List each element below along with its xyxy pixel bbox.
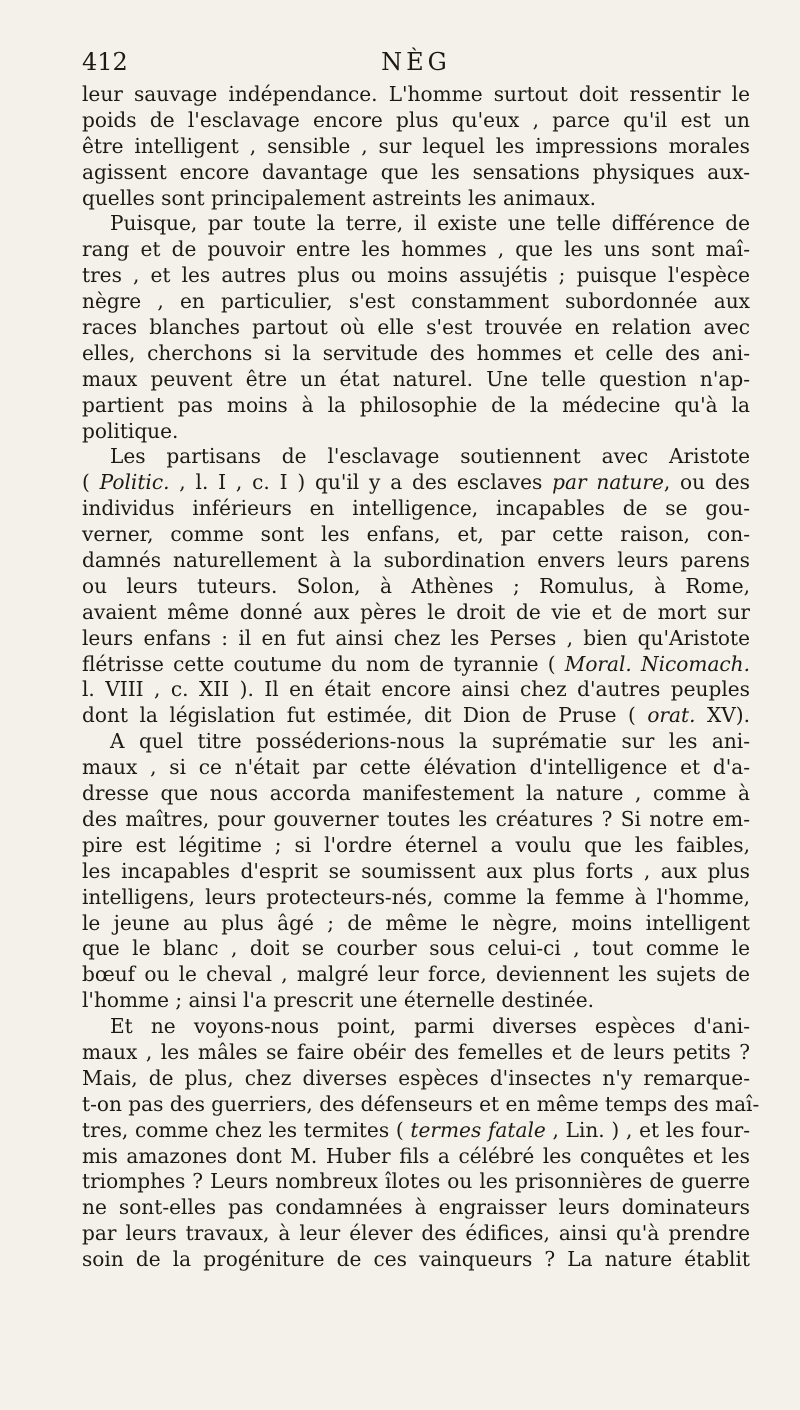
body-text bbox=[82, 82, 760, 1273]
text-line: dont la législation fut estimée, dit Dion de Pruse ( orat. XV). bbox=[82, 703, 750, 728]
text-line: ou leurs tuteurs. Solon, à Athènes ; Romulus, à Rome, bbox=[82, 573, 750, 598]
text-line: ( Politic. , l. I , c. I ) qu'il y a des esclaves par nature, ou des bbox=[82, 470, 750, 495]
text-line: tres , et les autres plus ou moins assujétis ; puisque l'espèce bbox=[82, 263, 750, 288]
text-line: quelles sont principalement astreints les animaux. bbox=[82, 185, 597, 210]
text-line: maux peuvent être un état naturel. Une telle question n'ap- bbox=[82, 366, 750, 391]
text-line: être intelligent , sensible , sur lequel les impressions morales bbox=[82, 133, 750, 158]
text-line: poids de l'esclavage encore plus qu'eux , parce qu'il est un bbox=[82, 107, 750, 132]
text-line: ne sont-elles pas condamnées à engraisser leurs dominateurs bbox=[82, 1195, 750, 1220]
running-head: NÈG bbox=[381, 48, 451, 76]
text-line: avaient même donné aux pères le droit de vie et de mort sur bbox=[82, 599, 750, 624]
text-line: Et ne voyons-nous point, parmi diverses espèces d'ani- bbox=[110, 1014, 750, 1039]
text-line: le jeune au plus âgé ; de même le nègre, moins intelligent bbox=[82, 910, 750, 935]
text-line: flétrisse cette coutume du nom de tyrannie ( Moral. Nicomach. bbox=[82, 651, 751, 676]
page-header bbox=[82, 48, 750, 84]
text-line: maux , si ce n'était par cette élévation d'intelligence et d'a- bbox=[82, 755, 750, 780]
text-line: les incapables d'esprit se soumissent aux plus forts , aux plus bbox=[82, 858, 750, 883]
text-line: intelligens, leurs protecteurs-nés, comme la femme à l'homme, bbox=[82, 884, 750, 909]
text-line: verner, comme sont les enfans, et, par cette raison, con- bbox=[82, 522, 750, 547]
text-line: races blanches partout où elle s'est trouvée en relation avec bbox=[82, 315, 750, 340]
text-line: Les partisans de l'esclavage soutiennent avec Aristote bbox=[110, 444, 750, 469]
text-line: mis amazones dont M. Huber fils a célébré les conquêtes et les bbox=[82, 1143, 750, 1168]
text-line: rang et de pouvoir entre les hommes , que les uns sont maî- bbox=[82, 237, 750, 262]
text-line: des maîtres, pour gouverner toutes les créatures ? Si notre em- bbox=[82, 806, 750, 831]
text-line: pire est légitime ; si l'ordre éternel a voulu que les faibles, bbox=[82, 832, 750, 857]
text-line: triomphes ? Leurs nombreux îlotes ou les prisonnières de guerre bbox=[82, 1169, 750, 1194]
text-line: tres, comme chez les termites ( termes fatale , Lin. ) , et les four- bbox=[82, 1117, 750, 1142]
page-number: 412 bbox=[82, 48, 128, 76]
text-line: par leurs travaux, à leur élever des édifices, ainsi qu'à prendre bbox=[82, 1221, 750, 1246]
text-line: Mais, de plus, chez diverses espèces d'insectes n'y remarque- bbox=[82, 1065, 750, 1090]
text-line: que le blanc , doit se courber sous celui-ci , tout comme le bbox=[82, 936, 750, 961]
text-line: leur sauvage indépendance. L'homme surtout doit ressentir le bbox=[82, 82, 750, 106]
text-line: politique. bbox=[82, 418, 179, 443]
text-line: soin de la progéniture de ces vainqueurs ? La nature établit bbox=[82, 1247, 750, 1272]
text-line: l'homme ; ainsi l'a prescrit une éternelle destinée. bbox=[82, 988, 595, 1013]
text-line: nègre , en particulier, s'est constamment subordonnée aux bbox=[82, 289, 750, 314]
text-line: t-on pas des guerriers, des défenseurs et en même temps des maî- bbox=[82, 1091, 760, 1116]
text-line: A quel titre posséderions-nous la suprématie sur les ani- bbox=[110, 729, 750, 754]
text-line: leurs enfans : il en fut ainsi chez les Perses , bien qu'Aristote bbox=[82, 625, 750, 650]
text-line: Puisque, par toute la terre, il existe une telle différence de bbox=[110, 211, 750, 236]
text-line: individus inférieurs en intelligence, incapables de se gou- bbox=[82, 496, 750, 521]
text-line: elles, cherchons si la servitude des hommes et celle des ani- bbox=[82, 340, 750, 365]
text-line: damnés naturellement à la subordination envers leurs parens bbox=[82, 548, 750, 573]
text-line: dresse que nous accorda manifestement la nature , comme à bbox=[82, 781, 750, 806]
text-line: maux , les mâles se faire obéir des femelles et de leurs petits ? bbox=[82, 1039, 750, 1064]
text-line: agissent encore davantage que les sensations physiques aux- bbox=[82, 159, 750, 184]
text-line: l. VIII , c. XII ). Il en était encore ainsi chez d'autres peuples bbox=[82, 677, 750, 702]
text-line: partient pas moins à la philosophie de la médecine qu'à la bbox=[82, 392, 750, 417]
text-line: bœuf ou le cheval , malgré leur force, deviennent les sujets de bbox=[82, 962, 750, 987]
